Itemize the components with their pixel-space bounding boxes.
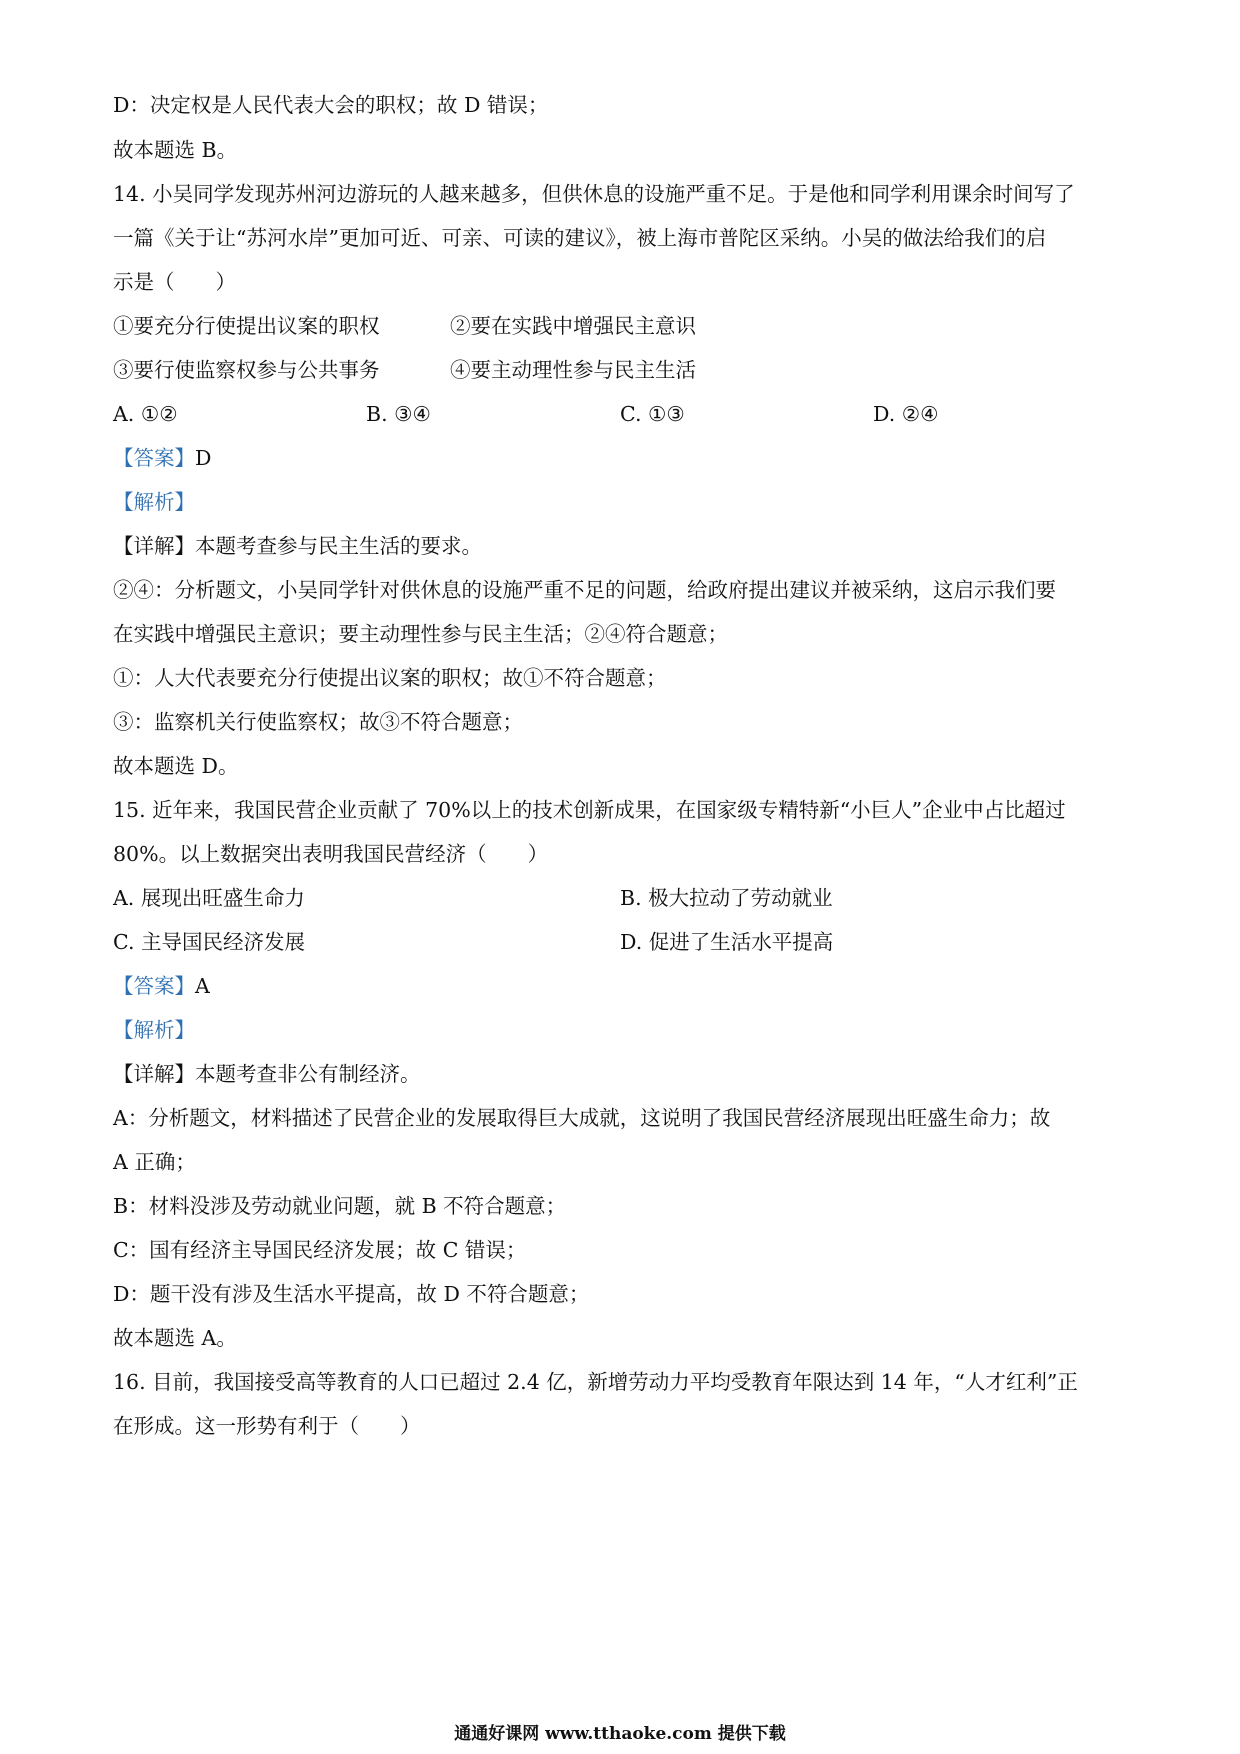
explanation-line: A：分析题文，材料描述了民营企业的发展取得巨大成就，这说明了我国民营经济展现出旺盛生命力；故: [113, 1106, 1051, 1130]
explanation-line: A 正确；: [113, 1150, 196, 1174]
explanation-line: ③：监察机关行使监察权；故③不符合题意；: [113, 710, 523, 734]
explanation-line: B：材料没涉及劳动就业问题，就 B 不符合题意；: [113, 1194, 567, 1218]
footer-watermark: 通通好课网 www.tthaoke.com 提供下载: [454, 1724, 786, 1744]
detail-line: 【详解】本题考查非公有制经济。: [113, 1062, 421, 1086]
explanation-line: D：题干没有涉及生活水平提高，故 D 不符合题意；: [113, 1282, 590, 1306]
question-14-stem: 一篇《关于让“苏河水岸”更加可近、可亲、可读的建议》，被上海市普陀区采纳。小吴的做法给我们的启: [113, 226, 1047, 250]
option-a: A. ①②: [113, 402, 178, 426]
answer-tag: 【答案】: [113, 974, 195, 998]
answer-line: [113, 443, 1133, 473]
statement-4: ④要主动理性参与民主生活: [450, 358, 696, 382]
option-b: B. ③④: [366, 402, 431, 426]
analysis-tag: 【解析】: [113, 490, 195, 514]
text-line: 故本题选 B。: [113, 138, 238, 162]
answer-tag: 【答案】: [113, 446, 195, 470]
statement-1: ①要充分行使提出议案的职权: [113, 314, 380, 338]
option-c: C. ①③: [620, 402, 685, 426]
text-line: D：决定权是人民代表大会的职权；故 D 错误；: [113, 93, 549, 117]
option-d: D. ②④: [873, 402, 939, 426]
answer-value: D: [195, 446, 212, 470]
detail-line: 【详解】本题考查参与民主生活的要求。: [113, 534, 482, 558]
option-a: A. 展现出旺盛生命力: [113, 886, 305, 910]
explanation-line: ②④：分析题文，小吴同学针对供休息的设施严重不足的问题，给政府提出建议并被采纳，这启示我们要: [113, 578, 1056, 602]
statement-3: ③要行使监察权参与公共事务: [113, 358, 380, 382]
explanation-line: 故本题选 A。: [113, 1326, 237, 1350]
explanation-line: C：国有经济主导国民经济发展；故 C 错误；: [113, 1238, 527, 1262]
explanation-line: 在实践中增强民主意识；要主动理性参与民主生活；②④符合题意；: [113, 622, 728, 646]
option-c: C. 主导国民经济发展: [113, 930, 305, 954]
answer-value: A: [195, 974, 210, 998]
statement-2: ②要在实践中增强民主意识: [450, 314, 696, 338]
question-14-stem: 示是（ ）: [113, 270, 236, 294]
answer-line: [113, 971, 1133, 1001]
option-b: B. 极大拉动了劳动就业: [620, 886, 833, 910]
question-14-stem: 14. 小吴同学发现苏州河边游玩的人越来越多，但供休息的设施严重不足。于是他和同学利用课余时间写了: [113, 182, 1075, 206]
question-15-stem: 15. 近年来，我国民营企业贡献了 70%以上的技术创新成果，在国家级专精特新“小巨人”企业中占比超过: [113, 798, 1066, 822]
analysis-tag: 【解析】: [113, 1018, 195, 1042]
question-16-stem: 在形成。这一形势有利于（ ）: [113, 1414, 421, 1438]
explanation-line: 故本题选 D。: [113, 754, 239, 778]
option-d: D. 促进了生活水平提高: [620, 930, 834, 954]
explanation-line: ①：人大代表要充分行使提出议案的职权；故①不符合题意；: [113, 666, 667, 690]
question-16-stem: 16. 目前，我国接受高等教育的人口已超过 2.4 亿，新增劳动力平均受教育年限达到 14 年，“人才红利”正: [113, 1370, 1078, 1394]
question-15-stem: 80%。以上数据突出表明我国民营经济（ ）: [113, 842, 549, 866]
